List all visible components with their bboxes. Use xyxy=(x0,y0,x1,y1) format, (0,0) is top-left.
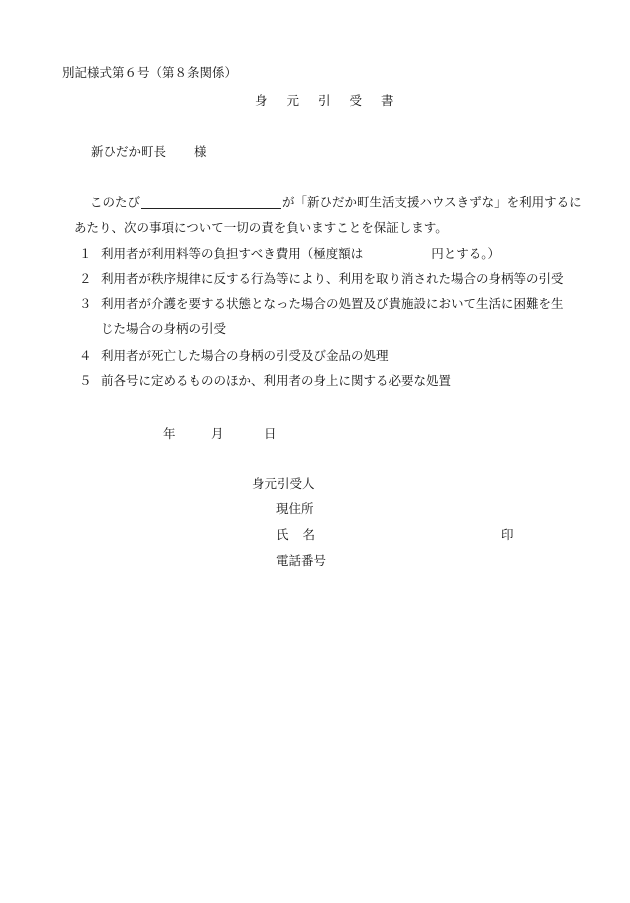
list-item xyxy=(79,350,389,363)
date-day-label: 日 xyxy=(264,426,277,441)
item-text: 利用者が介護を要する状態となった場合の処置及び貴施設において生活に困難を生 xyxy=(101,296,564,311)
name-label-char: 氏 xyxy=(276,527,289,542)
item-number: ５ xyxy=(79,373,92,388)
list-item xyxy=(79,298,564,311)
item-number: ２ xyxy=(79,271,92,286)
intro-before: このたび xyxy=(90,194,141,210)
addressee-honorific: 様 xyxy=(194,144,207,159)
name-label-char: 名 xyxy=(302,527,316,542)
user-name-blank[interactable] xyxy=(141,196,281,209)
phone-label: 電話番号 xyxy=(276,553,327,568)
date-field xyxy=(163,428,277,441)
item-text: 利用者が利用料等の負担すべき費用（極度額は xyxy=(101,246,364,261)
item-text: 利用者が秩序規律に反する行為等により、利用を取り消された場合の身柄等の引受 xyxy=(101,271,564,286)
intro-after: が「新ひだか町生活支援ハウスきずな」を利用するに xyxy=(282,194,582,210)
title-char: 書 xyxy=(381,93,394,108)
date-month-label: 月 xyxy=(211,426,224,441)
title-char: 元 xyxy=(286,93,300,108)
seal-mark: 印 xyxy=(501,527,514,542)
name-label xyxy=(276,529,315,542)
addressee xyxy=(91,146,207,159)
form-label: 別記様式第６号（第８条関係） xyxy=(62,65,238,80)
item-text: 利用者が死亡した場合の身柄の引受及び金品の処理 xyxy=(101,348,389,363)
document-title xyxy=(255,95,394,108)
date-year-label: 年 xyxy=(163,426,176,441)
title-char: 引 xyxy=(318,93,331,108)
title-char: 身 xyxy=(255,93,268,108)
item-number: １ xyxy=(79,246,92,261)
item-number: ４ xyxy=(79,348,92,363)
addressee-name: 新ひだか町長 xyxy=(91,144,167,159)
title-char: 受 xyxy=(349,93,363,108)
item-text: 前各号に定めるもののほか、利用者の身上に関する必要な処置 xyxy=(101,373,452,388)
item-text-tail: 円とする。） xyxy=(431,246,501,261)
address-label: 現住所 xyxy=(276,501,314,516)
list-item xyxy=(79,273,564,286)
guarantor-heading: 身元引受人 xyxy=(252,476,315,491)
list-item xyxy=(79,375,451,388)
item-number: ３ xyxy=(79,296,92,311)
intro-line-1 xyxy=(90,196,582,209)
list-item-continuation: じた場合の身柄の引受 xyxy=(101,321,227,336)
intro-line-2: あたり、次の事項について一切の責を負いますことを保証します。 xyxy=(74,220,448,235)
list-item xyxy=(79,248,500,261)
